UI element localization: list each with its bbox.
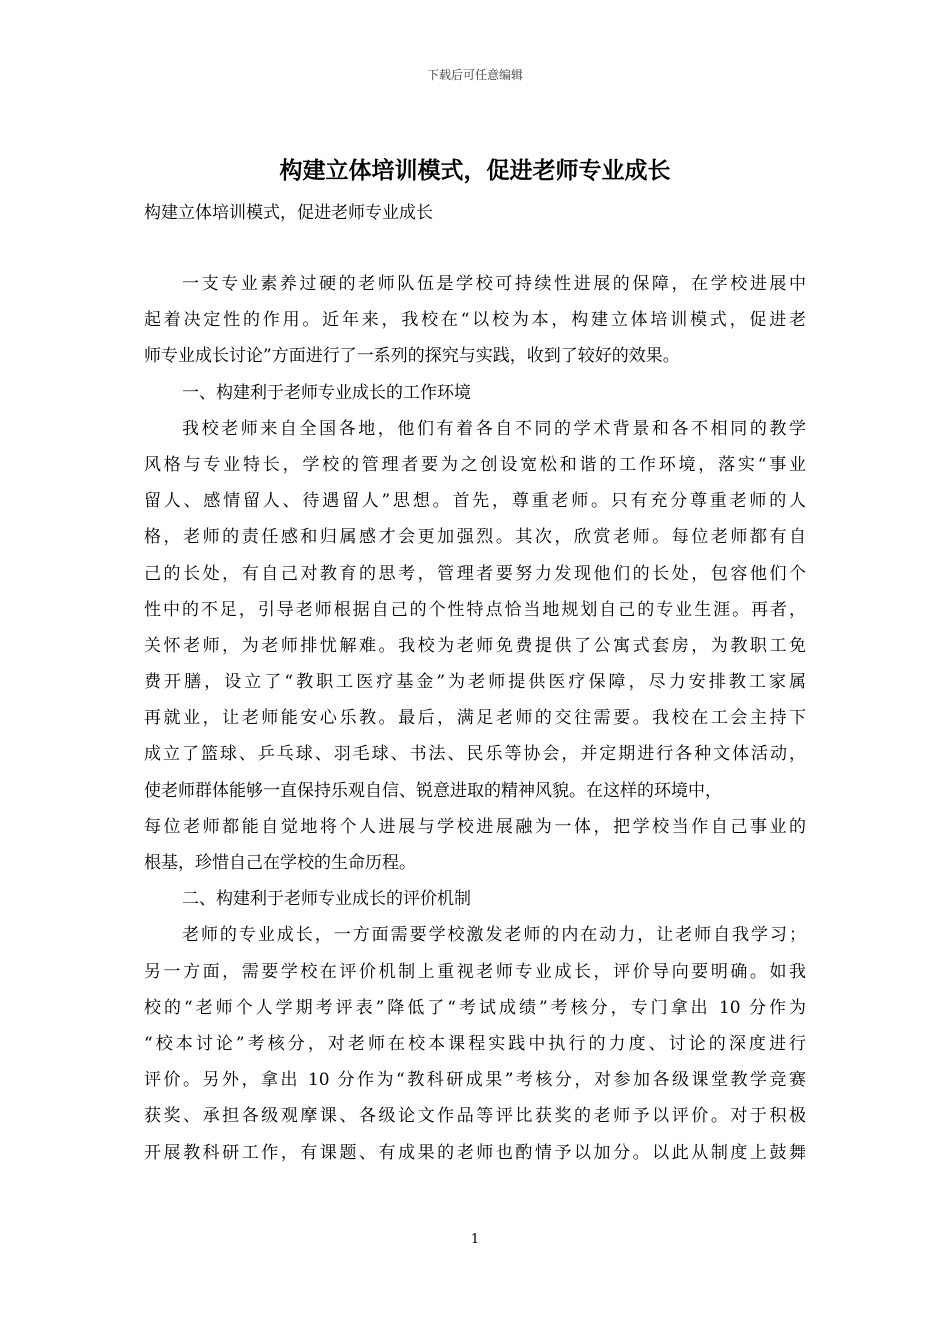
page-number: 1 — [470, 1232, 480, 1247]
text-line: 老师的专业成长，一方面需要学校激发老师的内在动力，让老师自我学习； — [182, 925, 806, 946]
text-line: 再就业，让老师能安心乐教。最后，满足老师的交往需要。我校在工会主持下 — [144, 708, 806, 729]
text-line: 费开膳，设立了“教职工医疗基金”为老师提供医疗保障，尽力安排教工家属 — [144, 672, 806, 693]
text-line: 格，老师的责任感和归属感才会更加强烈。其次，欣赏老师。每位老师都有自 — [144, 527, 806, 548]
text-line: “校本讨论”考核分，对老师在校本课程实践中执行的力度、讨论的深度进行 — [144, 1033, 806, 1054]
text-line: 成立了篮球、乒乓球、羽毛球、书法、民乐等协会，并定期进行各种文体活动， — [144, 744, 806, 765]
text-line: 一、构建利于老师专业成长的工作环境 — [182, 382, 471, 403]
page-header: 下载后可任意编辑 — [426, 68, 523, 82]
text-line: 根基，珍惜自己在学校的生命历程。 — [144, 853, 416, 873]
text-line: 风格与专业特长，学校的管理者要为之创设宽松和谐的工作环境，落实“事业 — [144, 454, 806, 475]
text-line: 另一方面，需要学校在评价机制上重视老师专业成长，评价导向要明确。如我 — [144, 961, 806, 982]
text-line: 校的“老师个人学期考评表”降低了“考试成绩”考核分，专门拿出 10 分作为 — [144, 997, 806, 1018]
document-subtitle: 构建立体培训模式，促进老师专业成长 — [144, 203, 433, 223]
text-line: 己的长处，有自己对教育的思考，管理者要努力发现他们的长处，包容他们个 — [144, 563, 806, 584]
text-line: 性中的不足，引导老师根据自己的个性特点恰当地规划自己的专业生涯。再者， — [144, 599, 806, 620]
text-line: 一支专业素养过硬的老师队伍是学校可持续性进展的保障，在学校进展中 — [182, 274, 806, 294]
text-line: 开展教科研工作，有课题、有成果的老师也酌情予以加分。以此从制度上鼓舞 — [144, 1142, 806, 1163]
text-line: 留人、感情留人、待遇留人”思想。首先，尊重老师。只有充分尊重老师的人 — [144, 491, 806, 512]
document-body — [144, 266, 806, 1171]
text-line: 使老师群体能够一直保持乐观自信、锐意进取的精神风貌。在这样的环境中， — [144, 780, 722, 801]
text-line: 评价。另外，拿出 10 分作为“教科研成果”考核分，对参加各级课堂教学竞赛 — [144, 1070, 806, 1091]
text-line: 师专业成长讨论”方面进行了一系列的探究与实践，收到了较好的效果。 — [144, 346, 680, 367]
text-line: 二、构建利于老师专业成长的评价机制 — [182, 889, 471, 910]
text-line: 起着决定性的作用。近年来，我校在“以校为本，构建立体培训模式，促进老 — [144, 310, 806, 331]
text-line: 每位老师都能自觉地将个人进展与学校进展融为一体，把学校当作自己事业的 — [144, 816, 806, 837]
document-title: 构建立体培训模式，促进老师专业成长 — [279, 157, 671, 184]
text-line: 关怀老师，为老师排忧解难。我校为老师免费提供了公寓式套房，为教职工免 — [144, 635, 806, 656]
text-line: 获奖、承担各级观摩课、各级论文作品等评比获奖的老师予以评价。对于积极 — [144, 1106, 806, 1127]
text-line: 我校老师来自全国各地，他们有着各自不同的学术背景和各不相同的教学 — [182, 418, 806, 439]
